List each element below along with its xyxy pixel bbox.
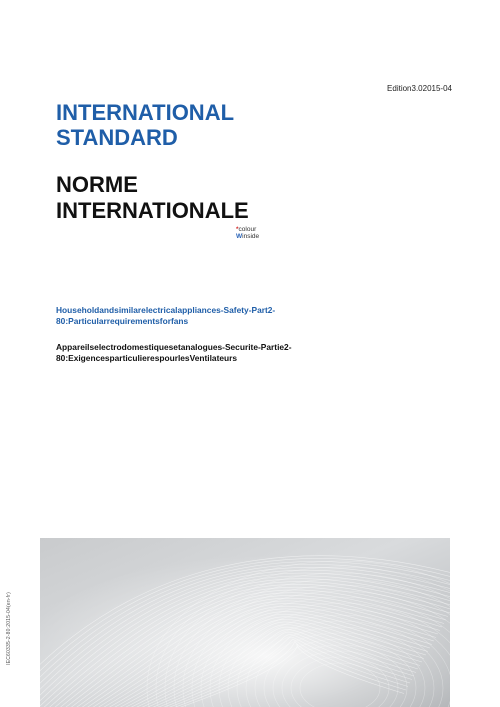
colour-mark-line-1: colour <box>238 226 257 233</box>
subtitle-fr-line-1: Appareilselectrodomestiquesetanalogues-Securite-Partie2- <box>56 342 292 352</box>
colour-mark-line-2: inside <box>242 233 260 240</box>
subtitle-french <box>56 342 376 364</box>
title-fr-line-1: NORME <box>56 172 138 197</box>
subtitle-en-line-2: 80:Particularrequirementsforfans <box>56 316 189 326</box>
title-en-line-1: INTERNATIONAL <box>56 100 235 125</box>
subtitle-fr-line-2: 80:ExigencesparticulierespourlesVentilateurs <box>56 353 238 363</box>
colour-w-icon: W <box>236 233 243 240</box>
title-en-line-2: STANDARD <box>56 125 178 150</box>
cover-decorative-graphic <box>40 538 450 707</box>
title-norme-internationale <box>56 172 249 224</box>
title-fr-line-2: INTERNATIONALE <box>56 198 249 223</box>
colour-inside-mark <box>236 226 259 240</box>
subtitle-en-line-1: Householdandsimilarelectricalappliances-Safety-Part2- <box>56 305 276 315</box>
side-reference-code: IEC60335-2-80:2015-04(en-fr) <box>6 592 12 665</box>
edition-label: Edition3.02015-04 <box>387 84 452 93</box>
colour-star-icon: * <box>236 226 239 233</box>
title-international-standard <box>56 100 234 150</box>
subtitle-english <box>56 305 376 327</box>
